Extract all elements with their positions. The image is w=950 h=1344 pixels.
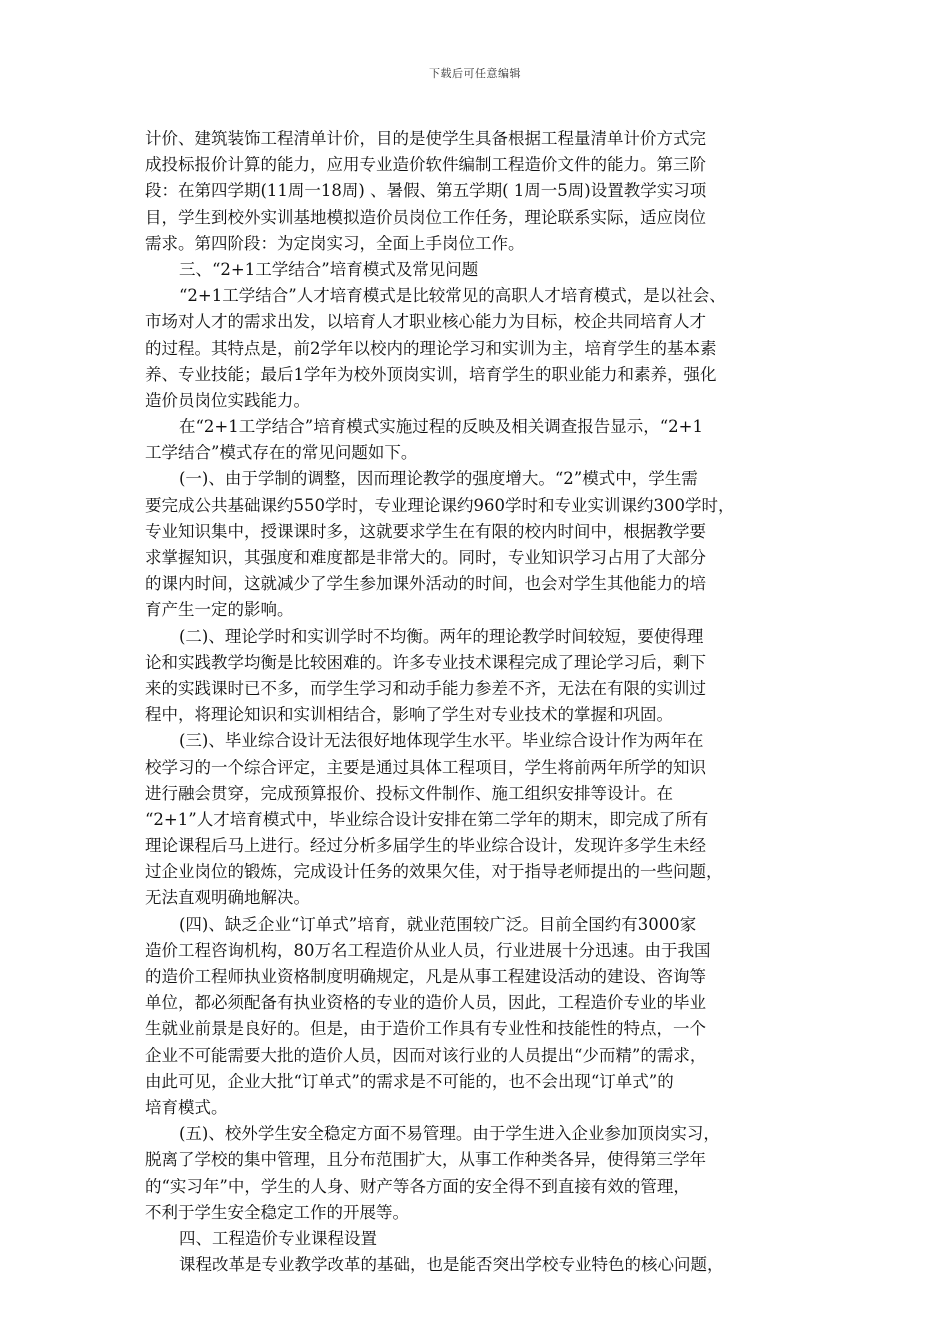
text-line: “2+1”人才培育模式中，毕业综合设计安排在第二学年的期末，即完成了所有 [145,809,709,829]
text-line: 要完成公共基础课约550学时，专业理论课约960学时和专业实训课约300学时， [145,495,735,515]
text-line: 的过程。其特点是，前2学年以校内的理论学习和实训为主，培育学生的基本素 [145,338,717,358]
text-line: 过企业岗位的锻炼，完成设计任务的效果欠佳，对于指导老师提出的一些问题， [145,862,723,882]
text-line: 论和实践教学均衡是比较困难的。许多专业技术课程完成了理论学习后，剩下 [145,652,706,672]
text-line: 三、“2+1工学结合”培育模式及常见问题 [179,259,479,279]
text-line: 四、工程造价专业课程设置 [179,1228,377,1248]
text-line: 段：在第四学期(11周一18周) 、暑假、第五学期( 1周一5周)设置教学实习项 [145,181,707,201]
text-line: (一)、由于学制的调整，因而理论教学的强度增大。“2”模式中，学生需 [179,469,698,489]
text-line: 程中，将理论知识和实训相结合，影响了学生对专业技术的掌握和巩固。 [145,705,673,725]
page-header: 下载后可任意编辑 [429,67,521,80]
text-line: 的“实习年”中，学生的人身、财产等各方面的安全得不到直接有效的管理， [145,1176,690,1196]
text-line: 养、专业技能；最后1学年为校外顶岗实训，培育学生的职业能力和素养，强化 [145,364,717,384]
text-line: 企业不可能需要大批的造价人员，因而对该行业的人员提出“少而精”的需求， [145,1045,707,1065]
text-line: (五)、校外学生安全稳定方面不易管理。由于学生进入企业参加顶岗实习， [179,1124,720,1144]
text-line: 进行融会贯穿，完成预算报价、投标文件制作、施工组织安排等设计。在 [145,783,673,803]
text-line: (二)、理论学时和实训学时不均衡。两年的理论教学时间较短，要使得理 [179,626,704,646]
document-body [145,126,813,1278]
text-line: 工学结合”模式存在的常见问题如下。 [145,443,418,463]
text-line: 目，学生到校外实训基地模拟造价员岗位工作任务，理论联系实际，适应岗位 [145,207,706,227]
text-line: 校学习的一个综合评定，主要是通过具体工程项目，学生将前两年所学的知识 [145,757,706,777]
text-line: 的课内时间，这就减少了学生参加课外活动的时间，也会对学生其他能力的培 [145,574,706,594]
text-line: 造价员岗位实践能力。 [145,390,310,410]
text-line: “2+1工学结合”人才培育模式是比较常见的高职人才培育模式，是以社会、 [179,286,726,306]
text-line: 无法直观明确地解决。 [145,888,310,908]
text-line: 单位，都必须配备有执业资格的专业的造价人员，因此，工程造价专业的毕业 [145,993,706,1013]
text-line: 理论课程后马上进行。经过分析多届学生的毕业综合设计，发现许多学生未经 [145,836,706,856]
text-line: 求掌握知识，其强度和难度都是非常大的。同时，专业知识学习占用了大部分 [145,548,706,567]
text-line: 成投标报价计算的能力，应用专业造价软件编制工程造价文件的能力。第三阶 [145,155,706,175]
text-line: 需求。第四阶段：为定岗实习，全面上手岗位工作。 [145,233,525,253]
text-line: 脱离了学校的集中管理，且分布范围扩大，从事工作种类各异，使得第三学年 [145,1150,706,1170]
text-line: 专业知识集中，授课课时多，这就要求学生在有限的校内时间中，根据教学要 [145,521,706,541]
text-line: (四)、缺乏企业“订单式”培育，就业范围较广泛。目前全国约有3000家 [179,914,697,934]
text-line: 生就业前景是良好的。但是，由于造价工作具有专业性和技能性的特点，一个 [145,1019,706,1039]
text-line: 计价、建筑装饰工程清单计价，目的是使学生具备根据工程量清单计价方式完 [145,129,706,148]
text-line: 来的实践课时已不多，而学生学习和动手能力参差不齐，无法在有限的实训过 [145,678,706,698]
text-line: 造价工程咨询机构，80万名工程造价从业人员，行业进展十分迅速。由于我国 [145,940,711,960]
text-line: 的造价工程师执业资格制度明确规定，凡是从事工程建设活动的建设、咨询等 [145,967,706,986]
text-line: 培育模式。 [145,1097,228,1117]
text-line: 由此可见，企业大批“订单式”的需求是不可能的，也不会出现“订单式”的 [145,1071,674,1091]
text-line: (三)、毕业综合设计无法很好地体现学生水平。毕业综合设计作为两年在 [179,731,704,751]
text-line: 市场对人才的需求出发，以培育人才职业核心能力为目标，校企共同培育人才 [145,312,706,332]
text-line: 课程改革是专业教学改革的基础，也是能否突出学校专业特色的核心问题， [179,1255,724,1275]
text-line: 育产生一定的影响。 [145,600,294,620]
text-line: 不利于学生安全稳定工作的开展等。 [145,1202,409,1222]
text-line: 在“2+1工学结合”培育模式实施过程的反映及相关调查报告显示，“2+1 [179,417,703,437]
